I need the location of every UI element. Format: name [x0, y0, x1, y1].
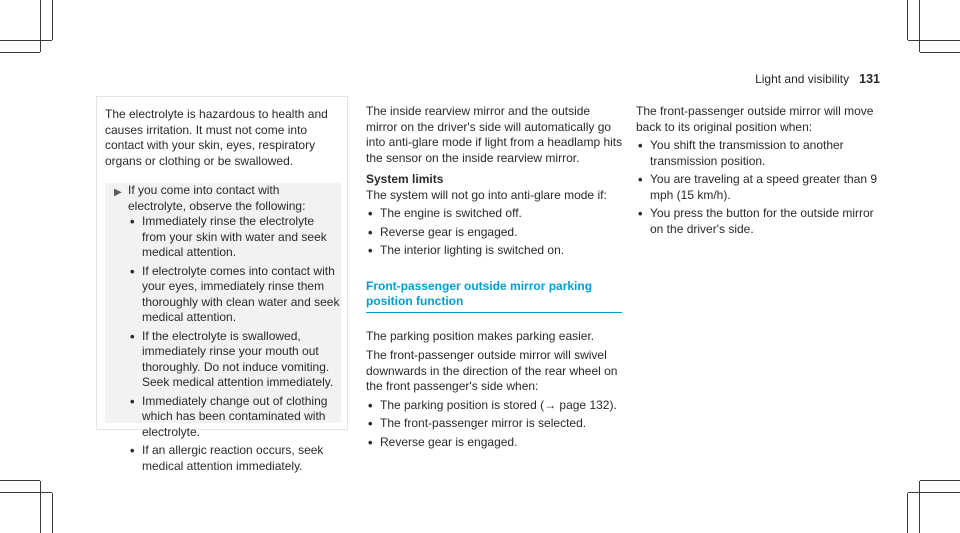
list-item: • If an allergic reaction occurs, seek medical attention immediately.: [128, 443, 340, 474]
crop-mark: [920, 52, 960, 53]
page-number: 131: [859, 72, 880, 86]
crop-mark: [40, 0, 41, 52]
return-intro: The front-passenger outside mirror will move back to its original position when:: [636, 104, 874, 134]
warning-list: [128, 214, 340, 477]
list-item[interactable]: • The parking position is stored (→ page 132).: [366, 398, 624, 414]
warning-intro: The electrolyte is hazardous to health and causes irritation. It must not come into contact with your skin, eyes, respiratory organs or clothing or be swallowed.: [105, 107, 328, 168]
section-title: Light and visibility: [755, 72, 850, 86]
crop-mark: [908, 40, 960, 41]
running-header: [755, 72, 880, 86]
crop-mark: [0, 480, 40, 481]
list-item: • You shift the transmission to another transmission position.: [636, 138, 886, 169]
crop-mark: [52, 493, 53, 533]
warning-box: [96, 96, 348, 473]
crop-mark: [908, 492, 960, 493]
warning-instruction: If you come into contact with electrolyte, observe the following:: [128, 183, 306, 213]
system-limits-list: [366, 206, 624, 259]
crop-mark: [40, 481, 41, 533]
list-item: • Reverse gear is engaged.: [366, 435, 624, 451]
crop-mark: [0, 52, 40, 53]
arrow-right-icon: ▶: [114, 187, 122, 198]
list-item: • Immediately change out of clothing which has been contaminated with electrolyte.: [128, 394, 340, 441]
crop-mark: [0, 40, 52, 41]
right-column: [636, 104, 886, 237]
list-item: • If the electrolyte is swallowed, immediately rinse your mouth out thoroughly. Do not induce vomiting. Seek medical attention immediately.: [128, 329, 340, 391]
system-limits-intro: The system will not go into anti-glare mode if:: [366, 187, 607, 202]
list-item: • The engine is switched off.: [366, 206, 624, 222]
parking-conditions-list: [366, 398, 624, 451]
parking-swivel-para: The front-passenger outside mirror will swivel downwards in the direction of the rear wheel on the front passenger's side when:: [366, 348, 618, 393]
anti-glare-intro: The inside rearview mirror and the outside mirror on the driver's side will automatically go into anti-glare mode if light from a headlamp hits the sensor on the inside rearview mirror.: [366, 104, 623, 165]
crop-mark: [52, 0, 53, 40]
list-item: • The interior lighting is switched on.: [366, 243, 624, 259]
middle-column: [366, 104, 624, 450]
crop-mark: [0, 492, 52, 493]
section-heading: Front-passenger outside mirror parking position function: [366, 279, 622, 313]
crop-mark: [920, 480, 960, 481]
system-limits-heading: System limits: [366, 172, 444, 186]
crop-mark: [919, 481, 920, 533]
return-conditions-list: [636, 138, 886, 237]
crop-mark: [907, 0, 908, 40]
list-item: • If electrolyte comes into contact with your eyes, immediately rinse them thoroughly with clean water and seek medical attention.: [128, 264, 340, 326]
warning-instructions: [105, 183, 341, 473]
crop-mark: [907, 493, 908, 533]
list-item: • The front-passenger mirror is selected.: [366, 416, 624, 432]
parking-position-para: The parking position makes parking easier.: [366, 328, 595, 343]
list-item: • You press the button for the outside mirror on the driver's side.: [636, 206, 886, 237]
crop-mark: [919, 0, 920, 52]
list-item: • You are traveling at a speed greater than 9 mph (15 km/h).: [636, 172, 886, 203]
list-item: • Immediately rinse the electrolyte from your skin with water and seek medical attention.: [128, 214, 340, 261]
list-item: • Reverse gear is engaged.: [366, 225, 624, 241]
